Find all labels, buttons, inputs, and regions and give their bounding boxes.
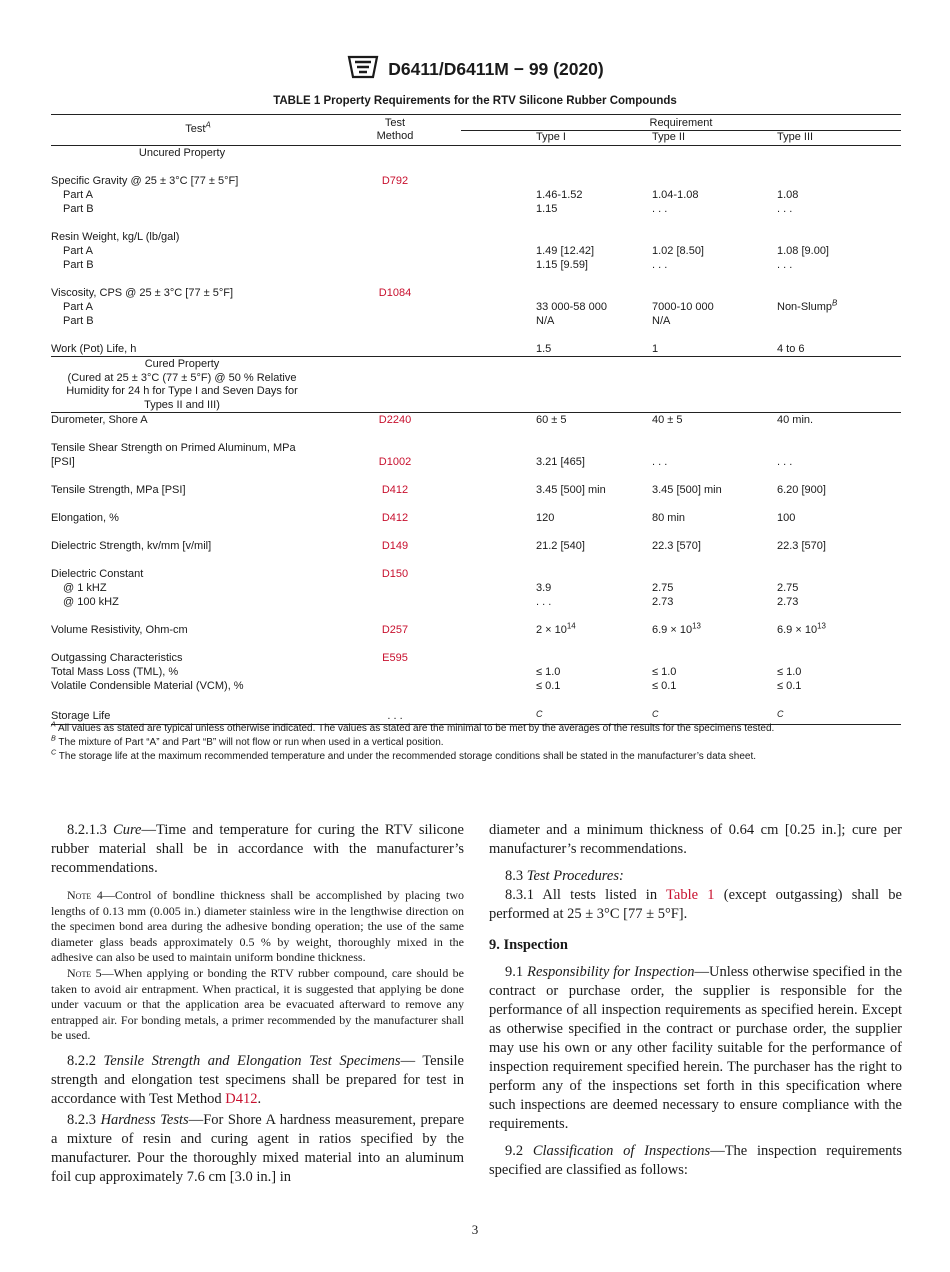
row-label: Tensile Strength, MPa [PSI] [51, 484, 186, 496]
row-label: Storage Life [51, 710, 111, 722]
cell-type-3: 100 [777, 512, 796, 524]
cell-type-2: 80 min [652, 512, 686, 524]
cell-type-3: 1.08 [9.00] [777, 245, 829, 257]
footnote-b: $^B$ The mixture of Part “A” and Part “B” will not flow or run when used in a vertical position. [51, 733, 444, 748]
table-footnotes [51, 719, 901, 764]
cell-type-3: 22.3 [570] [777, 540, 826, 552]
cell-type-1: 21.2 [540] [536, 540, 585, 552]
table-row [51, 483, 901, 497]
paragraph-8-3-1: 8.3.1 All tests listed in Table 1 (except outgassing) shall be performed at 25 ± 3°C [77 ± 5°F]. [489, 887, 902, 922]
cell-type-2: . . . [652, 203, 668, 215]
table-row [51, 413, 901, 427]
row-label: Volume Resistivity, Ohm-cm [51, 624, 188, 636]
cell-type-1: 1.15 [9.59] [536, 259, 588, 271]
document-designation: D6411/D6411M − 99 (2020) [388, 59, 604, 79]
row-label: Elongation, % [51, 512, 119, 524]
cell-type-2: 1.02 [8.50] [652, 245, 704, 257]
paragraph-8-3: 8.3 Test Procedures: [505, 868, 624, 884]
table-row [51, 174, 901, 188]
astm-logo-icon [346, 53, 380, 86]
section-heading-inspection: 9. Inspection [489, 937, 568, 953]
row-label: Tensile Shear Strength on Primed Aluminum, MPa [51, 442, 296, 454]
cell-type-1: 60 ± 5 [536, 414, 567, 426]
cell-type-2: 1 [652, 343, 659, 355]
cell-type-3: C [777, 709, 784, 719]
row-label: @ 100 kHZ [63, 596, 119, 608]
cell-type-3: . . . [777, 203, 793, 215]
row-label: Work (Pot) Life, h [51, 343, 137, 355]
table-row [51, 202, 901, 216]
paragraph-8-2-1-3: 8.2.1.3 Cure—Time and temperature for curing the RTV silicone rubber material shall be in accordance with the manufacturer’s recommendations. [51, 822, 464, 876]
cell-type-2: $6.9 \times 10^{13}$ [652, 621, 701, 636]
method-link[interactable]: D412 [381, 512, 409, 524]
cell-type-3: ≤ 1.0 [777, 666, 802, 678]
row-label: Dielectric Strength, kv/mm [v/mil] [51, 540, 212, 552]
cured-heading-block [51, 356, 901, 413]
cell-type-2: 3.45 [500] min [652, 484, 722, 496]
table-row [51, 679, 901, 693]
cell-type-2: ≤ 0.1 [652, 680, 677, 692]
cell-type-3: 2.75 [777, 582, 799, 594]
table-row [51, 286, 901, 300]
method-link[interactable]: D257 [381, 624, 409, 636]
cell-type-1: 120 [536, 512, 555, 524]
table-row [51, 539, 901, 553]
cell-type-1: C [536, 709, 543, 719]
table-row [51, 300, 901, 314]
row-label: Part B [63, 315, 94, 327]
header-type-1: Type I [536, 131, 566, 143]
cell-method: . . . [387, 710, 403, 722]
table-row [51, 258, 901, 272]
row-label: Total Mass Loss (TML), % [51, 666, 179, 678]
cell-type-3: Non-Slump$^B$ [777, 298, 838, 313]
row-label: Durometer, Shore A [51, 414, 148, 426]
table-row [51, 342, 901, 356]
cell-type-3: . . . [777, 259, 793, 271]
method-link[interactable]: D2240 [378, 414, 412, 426]
table-row [51, 623, 901, 637]
cell-type-1: 3.21 [465] [536, 456, 585, 468]
footnote-a: $^A$ All values as stated are typical unless otherwise indicated. The values as stated are the minimal to be met by the averages of the results for the specimens tested. [51, 719, 775, 734]
row-label: Specific Gravity @ 25 ± 3°C [77 ± 5°F] [51, 175, 239, 187]
cell-type-2: 1.04-1.08 [652, 189, 699, 201]
cell-type-1: 1.49 [12.42] [536, 245, 595, 257]
table-row [51, 455, 901, 469]
method-link[interactable]: D1084 [378, 287, 412, 299]
note-4: Note 4—Control of bondline thickness shall be accomplished by placing two lengths of 0.13 mm (0.005 in.) diameter stainless wire in the lengthwise direction on the specimen bond area during the adhesive bonding operation; the use of the same diameter glass beads approximately 0.5 % by weight, thoroughly mixed in the adhesive can also be used to maintain uniform bondine thickness. [51, 888, 465, 965]
row-label: Outgassing Characteristics [51, 652, 183, 664]
row-label: Dielectric Constant [51, 568, 144, 580]
note-5: Note 5—When applying or bonding the RTV rubber compound, care should be taken to avoid air entrapment. When practical, it is suggested that applying be done under vacuum or that the application area be evacuated afterward to remove any entrapped air. For bonding metals, a primer recommended by the manufacturer shall be used. [51, 965, 464, 1043]
page-number: 3 [471, 1222, 479, 1237]
table-row [51, 511, 901, 525]
table-title: TABLE 1 Property Requirements for the RTV Silicone Rubber Compounds [273, 95, 677, 107]
table-row [51, 314, 901, 328]
method-link[interactable]: D412 [381, 484, 409, 496]
cell-type-2: ≤ 1.0 [652, 666, 677, 678]
body-column-right [489, 821, 902, 1180]
table-row [51, 665, 901, 679]
cell-type-3: $6.9 \times 10^{13}$ [777, 621, 826, 636]
cell-type-1: ≤ 0.1 [536, 680, 561, 692]
row-label: [PSI] [51, 456, 75, 468]
paragraph-9-2: 9.2 Classification of Inspections—The inspection requirements specified are classified as follows: [489, 1143, 902, 1178]
method-link[interactable]: D150 [381, 568, 409, 580]
cell-type-3: 1.08 [777, 189, 799, 201]
cell-type-2: . . . [652, 456, 668, 468]
cell-type-1: 3.45 [500] min [536, 484, 606, 496]
cell-type-3: . . . [777, 456, 793, 468]
cell-type-1: 1.15 [536, 203, 558, 215]
table-row [51, 651, 901, 665]
paragraph-8-2-2: 8.2.2 Tensile Strength and Elongation Test Specimens— Tensile strength and elongation test specimens shall be prepared for test in accordance with Test Method D412. [51, 1052, 464, 1107]
cell-type-3: 2.73 [777, 596, 799, 608]
cell-type-2: 22.3 [570] [652, 540, 701, 552]
row-label: Part A [63, 301, 93, 313]
cell-type-2: N/A [652, 315, 671, 327]
cell-type-1: . . . [536, 596, 552, 608]
cell-type-1: ≤ 1.0 [536, 666, 561, 678]
cell-type-1: 1.46-1.52 [536, 189, 583, 201]
page-header [0, 53, 950, 86]
header-requirement: Requirement [461, 117, 901, 131]
cell-type-2: 2.75 [652, 582, 674, 594]
paragraph-8-2-3: 8.2.3 Hardness Tests—For Shore A hardness measurement, prepare a mixture of resin and curing agent in ratios specified by the manufacturer. Pour the thoroughly mixed material into an aluminum foil cup approximately 7.6 cm [3.0 in.] in [51, 1111, 465, 1185]
method-link[interactable]: D149 [381, 540, 409, 552]
cell-type-1: N/A [536, 315, 555, 327]
header-type-2: Type II [652, 131, 686, 143]
row-label: Part A [63, 189, 93, 201]
row-label: Viscosity, CPS @ 25 ± 3°C [77 ± 5°F] [51, 287, 234, 299]
cell-type-2: 7000-10 000 [652, 301, 714, 313]
table-row [51, 188, 901, 202]
row-label: Part B [63, 259, 94, 271]
paragraph-9-1: 9.1 Responsibility for Inspection—Unless otherwise specified in the contract or purchase order, the supplier is responsible for the performance of all inspection requirements as specified herein. Except as otherwise specified in the contract or purchase order, the supplier may use his own or any other facility suitable for the performance of inspection requirement specified herein. The purchaser has the right to perform any of the inspections set forth in this specification where such inspections are deemed necessary to ensure compliance with the requirements. [489, 964, 903, 1132]
cell-type-1: 33 000-58 000 [536, 301, 607, 313]
row-label: Part B [63, 203, 94, 215]
d412-link[interactable]: D412 [225, 1090, 258, 1107]
table-row [51, 230, 901, 244]
cured-heading: Cured Property (Cured at 25 ± 3°C (77 ± 5°F) @ 50 % Relative Humidity for 24 h for Type I and Seven Days for Types II and III) [66, 358, 298, 411]
property-table [51, 114, 901, 725]
method-link[interactable]: D792 [381, 175, 409, 187]
cell-type-1: 3.9 [536, 582, 552, 594]
cell-type-2: 2.73 [652, 596, 674, 608]
uncured-heading-row [51, 146, 901, 160]
cell-type-1: 1.5 [536, 343, 552, 355]
method-link[interactable]: D1002 [378, 456, 412, 468]
cell-type-2: C [652, 709, 659, 719]
header-test: Test$^A$ [185, 120, 211, 135]
table-row [51, 244, 901, 258]
row-label: Volatile Condensible Material (VCM), % [51, 680, 244, 692]
table-1-link[interactable]: Table 1 [666, 887, 715, 903]
table-row [51, 595, 901, 609]
header-test-method: Test Method [376, 117, 414, 142]
footnote-c: $^C$ The storage life at the maximum recommended temperature and under the recommended storage conditions shall be stated in the manufacturer’s data sheet. [51, 747, 757, 762]
cell-type-3: ≤ 0.1 [777, 680, 802, 692]
row-label: @ 1 kHZ [63, 582, 107, 594]
row-label: Resin Weight, kg/L (lb/gal) [51, 231, 180, 243]
cell-type-2: . . . [652, 259, 668, 271]
cell-type-3: 4 to 6 [777, 343, 805, 355]
paragraph-continued: diameter and a minimum thickness of 0.64 cm [0.25 in.]; cure per manufacturer’s recommendations. [489, 822, 902, 857]
body-column-left [51, 821, 464, 1187]
method-link[interactable]: E595 [382, 652, 408, 664]
cell-type-3: 6.20 [900] [777, 484, 826, 496]
cell-type-1: $2 \times 10^{14}$ [536, 621, 576, 636]
table-header [51, 114, 901, 146]
cell-type-2: 40 ± 5 [652, 414, 683, 426]
header-type-3: Type III [777, 131, 814, 143]
cell-type-3: 40 min. [777, 414, 814, 426]
row-label: Part A [63, 245, 93, 257]
uncured-heading: Uncured Property [138, 147, 226, 159]
table-row [51, 567, 901, 581]
table-row [51, 441, 901, 455]
table-row [51, 581, 901, 595]
